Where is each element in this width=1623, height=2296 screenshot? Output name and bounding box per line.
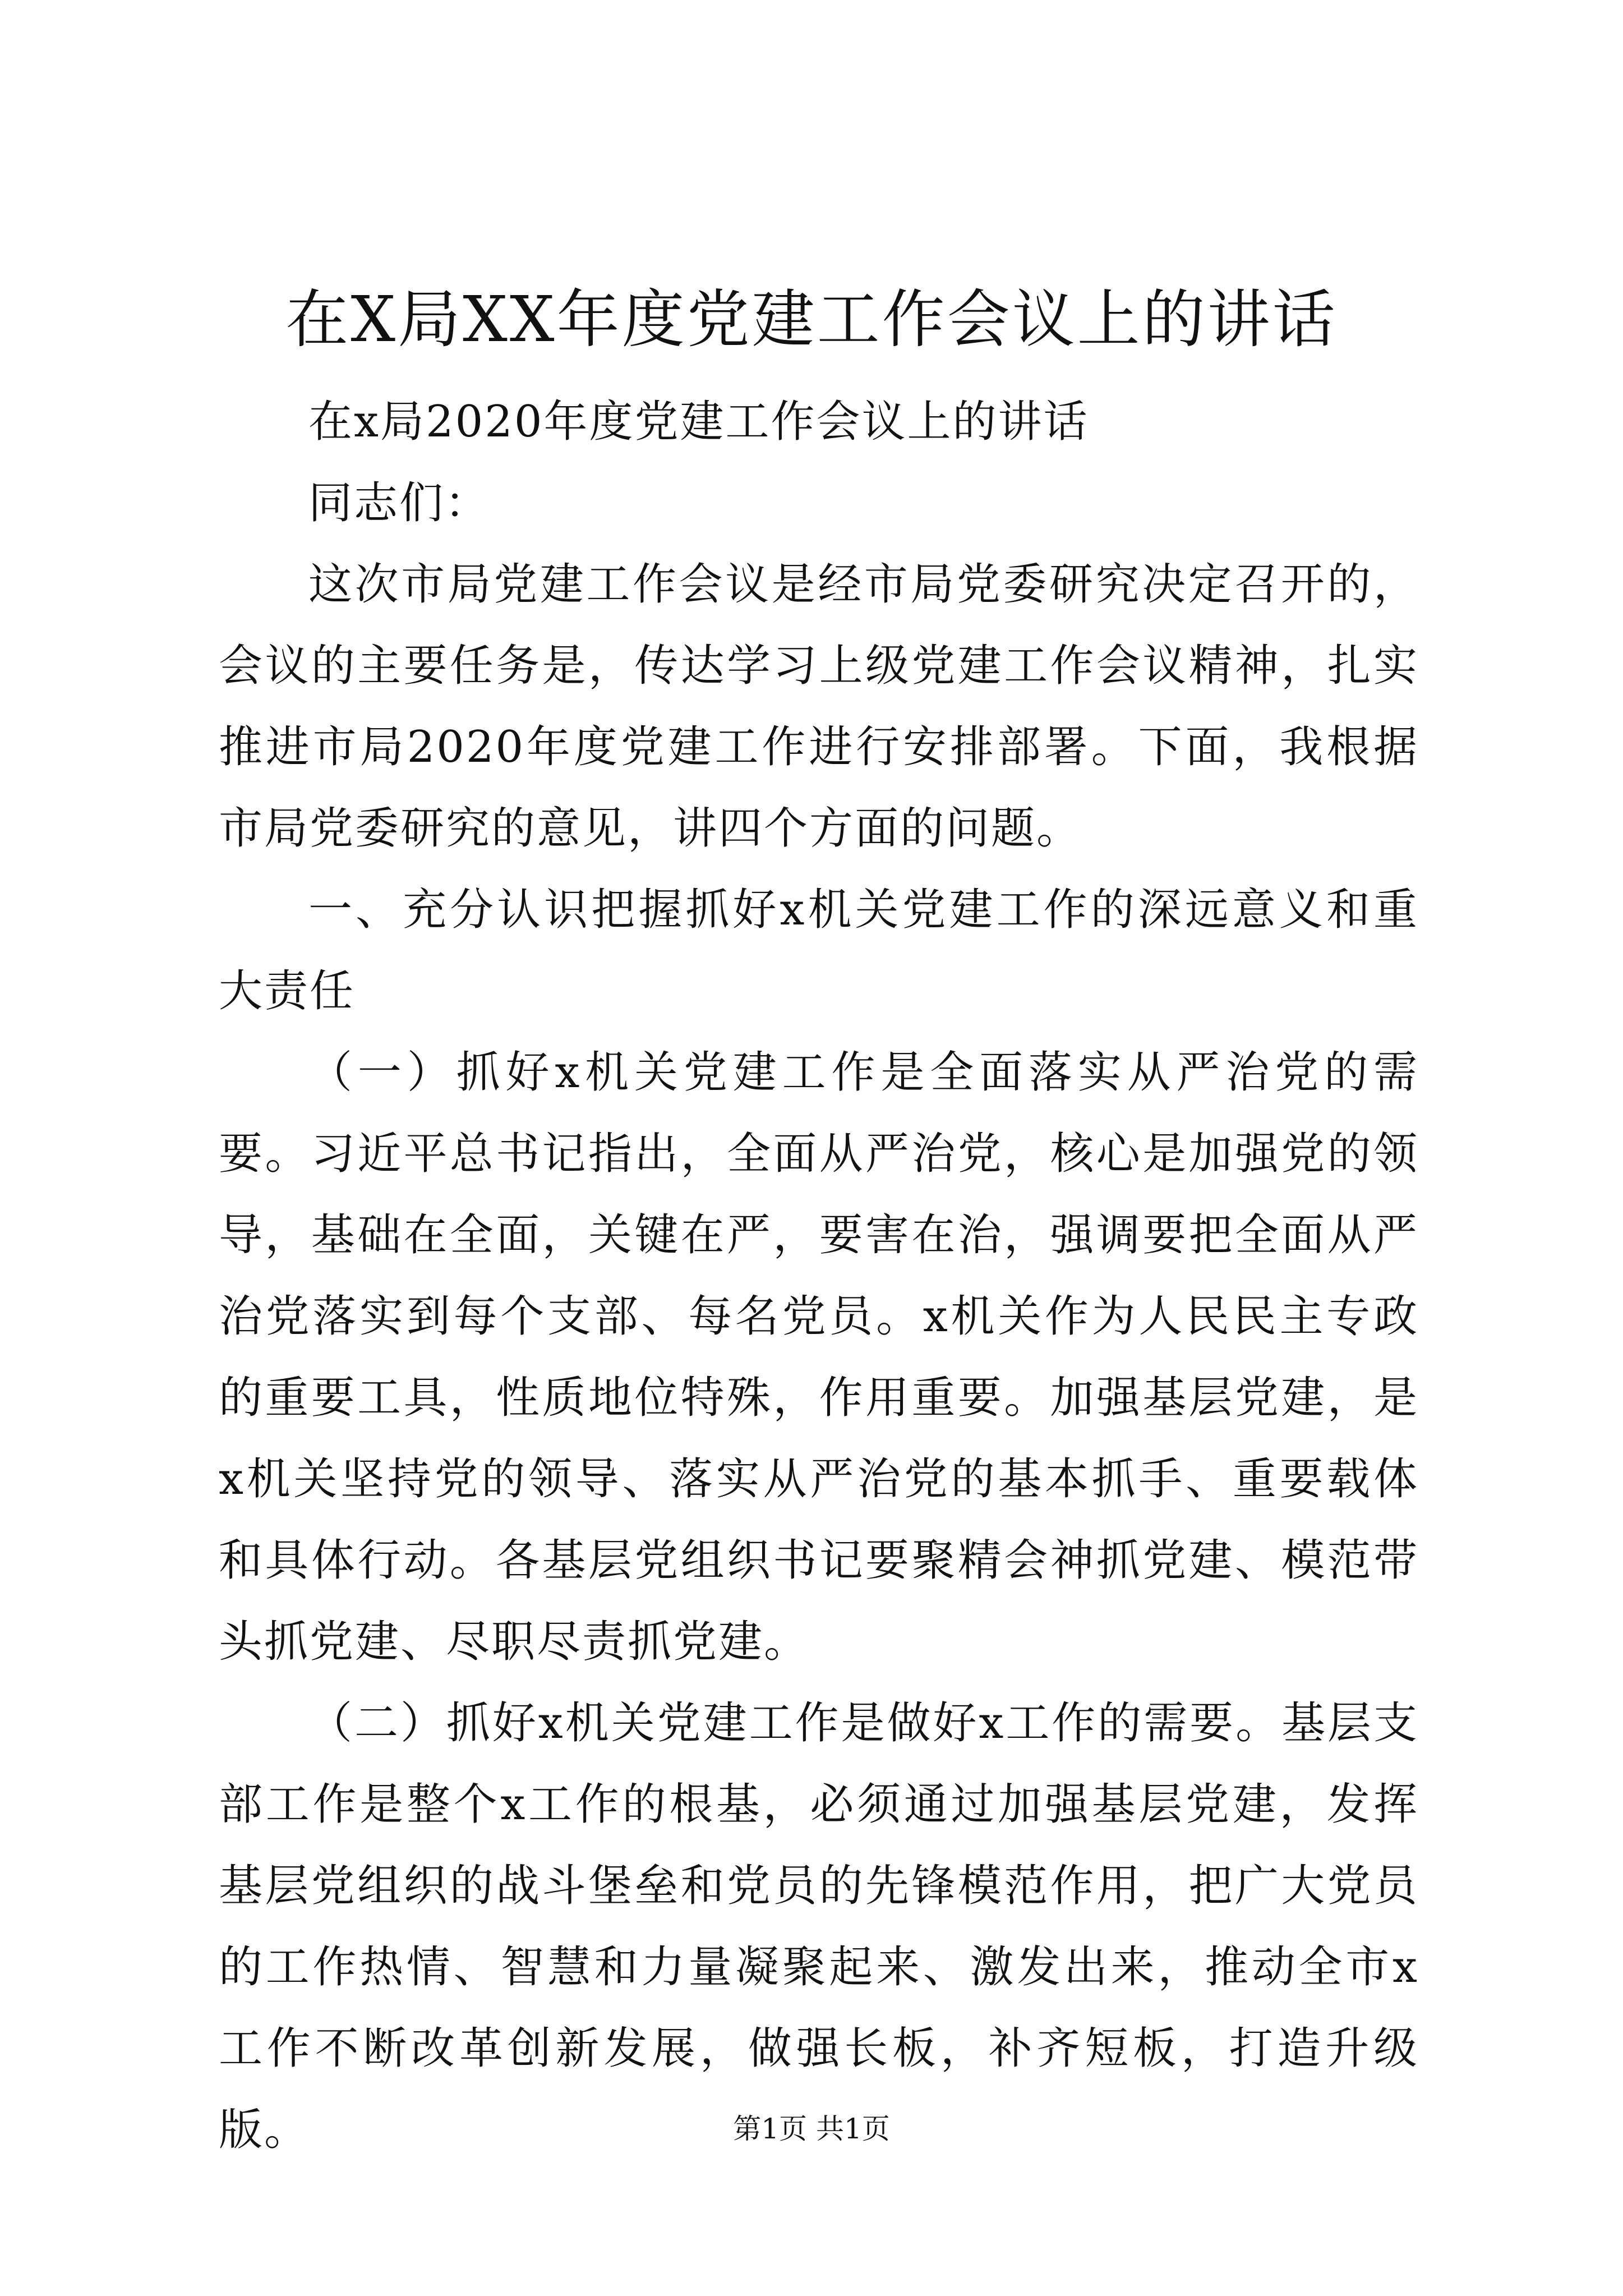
section-heading-1: 一、充分认识把握抓好x机关党建工作的深远意义和重大责任 — [219, 885, 1419, 1016]
salutation-paragraph: 同志们： — [308, 478, 491, 528]
page-footer: 第1页 共1页 — [733, 2113, 890, 2145]
document-title: 在X局XX年度党建工作会议上的讲话 — [285, 283, 1338, 356]
document-body — [219, 381, 1419, 2171]
subsection-paragraph-1: （一）抓好x机关党建工作是全面落实从严治党的需要。习近平总书记指出，全面从严治党，核心是加强党的领导，基础在全面，关键在严，要害在治，强调要把全面从严治党落实到每个支部、每名党员。x机关作为人民民主专政的重要工具，性质地位特殊，作用重要。加强基层党建，是x机关坚持党的领导、落实从严治党的基本抓手、重要载体和具体行动。各基层党组织书记要聚精会神抓党建、模范带头抓党建、尽职尽责抓党建。 — [219, 1047, 1419, 1667]
intro-paragraph: 这次市局党建工作会议是经市局党委研究决定召开的，会议的主要任务是，传达学习上级党建工作会议精神，扎实推进市局2020年度党建工作进行安排部署。下面，我根据市局党委研究的意见，讲四个方面的问题。 — [219, 559, 1419, 854]
subsection-paragraph-2: （二）抓好x机关党建工作是做好x工作的需要。基层支部工作是整个x工作的根基，必须通过加强基层党建，发挥基层党组织的战斗堡垒和党员的先锋模范作用，把广大党员的工作热情、智慧和力量凝聚起来、激发出来，推动全市x工作不断改革创新发展，做强长板，补齐短板，打造升级版。 — [219, 1698, 1419, 2155]
subtitle-paragraph: 在x局2020年度党建工作会议上的讲话 — [308, 397, 1089, 447]
